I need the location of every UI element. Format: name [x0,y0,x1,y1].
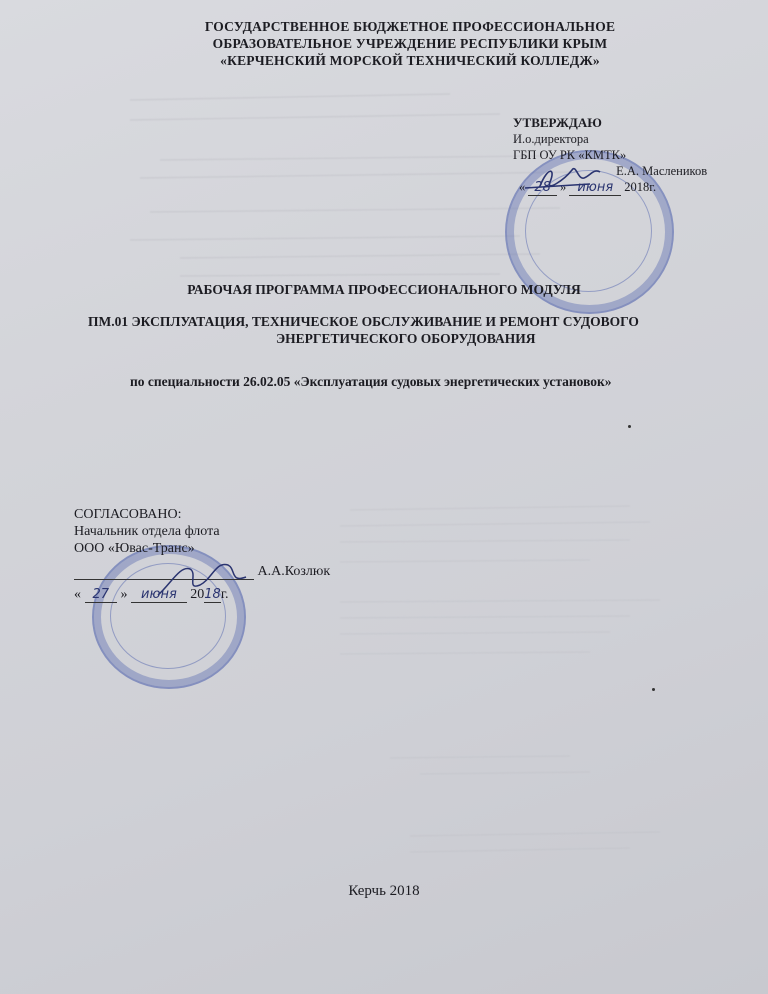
agreement-date-end: г. [220,587,229,602]
approval-title: УТВЕРЖДАЮ [513,115,602,130]
agreement-date [74,586,394,603]
program-title: РАБОЧАЯ ПРОГРАММА ПРОФЕССИОНАЛЬНОГО МОДУЛЯ [187,282,581,297]
approval-date-day: 28 [528,180,557,196]
institution-header [150,18,670,69]
agreement-block [74,506,394,603]
agreement-position: Начальник отдела флота [74,524,220,539]
header-line-2: ОБРАЗОВАТЕЛЬНОЕ УЧРЕЖДЕНИЕ РЕСПУБЛИКИ КРЫМ [212,36,608,51]
agreement-date-day: 27 [85,587,118,603]
agreement-name: А.А.Козлюк [257,564,331,579]
approval-position: И.о.директора [513,132,589,146]
module-title [88,313,768,347]
approval-name: Е.А. Маслеников [616,164,708,178]
header-line-3: «КЕРЧЕНСКИЙ МОРСКОЙ ТЕХНИЧЕСКИЙ КОЛЛЕДЖ» [220,53,600,68]
approval-signature-line [513,163,763,179]
agreement-date-open: « [74,587,81,602]
agreement-title: СОГЛАСОВАНО: [74,507,182,522]
specialty-line: по специальности 26.02.05 «Эксплуатация судовых энергетических установок» [130,374,612,389]
approval-org: ГБП ОУ РК «КМТК» [513,148,627,162]
ink-speck [628,425,631,428]
agreement-date-year-prefix: 20 [190,587,205,602]
agreement-signature-line [74,563,394,580]
agreement-date-year-suffix: 18 [204,587,221,602]
agreement-org: ООО «Ювас-Транс» [74,541,195,556]
approval-date-open: « [519,180,526,194]
header-line-1: ГОСУДАРСТВЕННОЕ БЮДЖЕТНОЕ ПРОФЕССИОНАЛЬНОЕ [204,19,616,34]
ink-speck-2 [652,688,655,691]
agreement-date-month: июня [131,587,187,603]
approval-date-month: июня [569,180,621,196]
approval-date [513,179,763,196]
module-title-line-1: ПМ.01 ЭКСПЛУАТАЦИЯ, ТЕХНИЧЕСКОЕ ОБСЛУЖИВАНИЕ И РЕМОНТ СУДОВОГО [88,314,639,329]
approval-date-year: 2018г. [624,180,657,194]
module-title-line-2: ЭНЕРГЕТИЧЕСКОГО ОБОРУДОВАНИЯ [276,331,536,346]
city-year-footer: Керчь 2018 [348,883,420,899]
agreement-date-mid: » [120,587,128,602]
approval-date-mid: » [560,180,567,194]
approval-block [513,115,763,196]
